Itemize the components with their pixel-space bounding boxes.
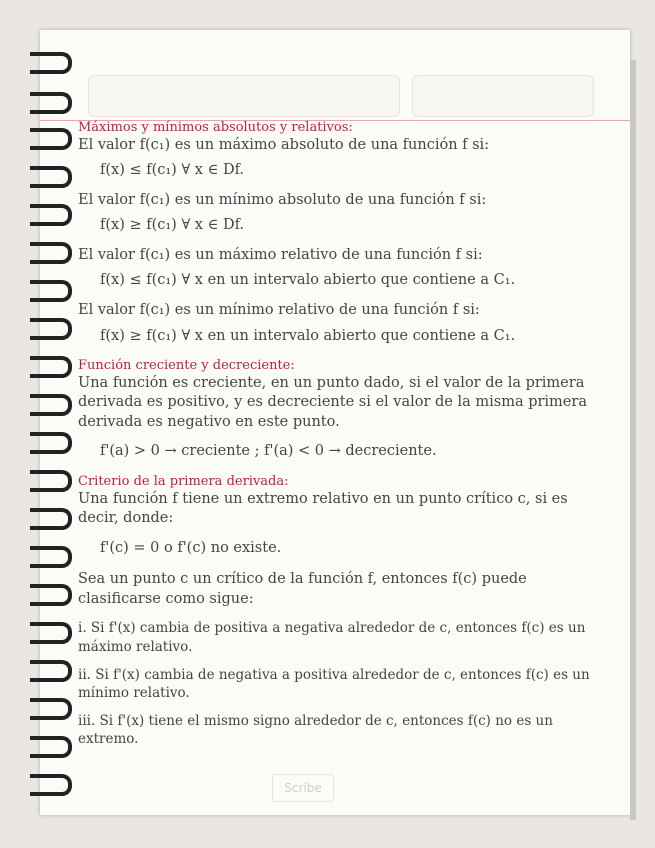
paragraph: Una función es creciente, en un punto dado, si el valor de la primera derivada es positivo, y es decreciente si el valor de la misma primera derivada es negativo en este punto.: [78, 374, 587, 430]
spiral-ring: [30, 508, 72, 530]
spiral-ring: [30, 698, 72, 720]
spiral-ring: [30, 92, 72, 114]
section-title-criterion: Criterio de la primera derivada:: [78, 473, 289, 489]
spiral-ring: [30, 584, 72, 606]
spiral-ring: [30, 166, 72, 188]
spiral-ring: [30, 432, 72, 454]
spiral-ring: [30, 736, 72, 758]
spiral-ring: [30, 128, 72, 150]
list-item: ii. Si f'(x) cambia de negativa a positiva alrededor de c, entonces f(c) es un mínimo relativo.: [78, 666, 590, 701]
spiral-ring: [30, 546, 72, 568]
header-box-left: [88, 75, 400, 117]
header-box-right: [412, 75, 594, 117]
paragraph: El valor f(c₁) es un máximo relativo de una función f si:: [78, 246, 483, 263]
notes-content: [78, 120, 598, 749]
spiral-ring: [30, 470, 72, 492]
spiral-ring: [30, 394, 72, 416]
formula: f(x) ≤ f(c₁) ∀ x ∈ Df.: [100, 162, 245, 179]
spiral-ring: [30, 204, 72, 226]
section-title-maxmin: Máximos y mínimos absolutos y relativos:: [78, 120, 353, 135]
formula: f(x) ≥ f(c₁) ∀ x en un intervalo abierto que contiene a C₁.: [100, 327, 516, 344]
spiral-ring: [30, 280, 72, 302]
spiral-ring: [30, 660, 72, 682]
formula: f'(c) = 0 o f'(c) no existe.: [100, 539, 282, 556]
watermark: Scribe: [272, 774, 334, 802]
formula: f'(a) > 0 → creciente ; f'(a) < 0 → decreciente.: [100, 443, 437, 460]
spiral-ring: [30, 242, 72, 264]
list-item: i. Si f'(x) cambia de positiva a negativa alrededor de c, entonces f(c) es un máximo relativo.: [78, 620, 586, 655]
spiral-ring: [30, 356, 72, 378]
paragraph: El valor f(c₁) es un máximo absoluto de una función f si:: [78, 136, 490, 153]
spiral-ring: [30, 774, 72, 796]
paragraph: Una función f tiene un extremo relativo en un punto crítico c, si es decir, donde:: [78, 490, 568, 527]
paragraph: Sea un punto c un crítico de la función f, entonces f(c) puede clasificarse como sigue:: [78, 571, 527, 607]
paragraph: El valor f(c₁) es un mínimo absoluto de una función f si:: [78, 191, 487, 208]
spiral-ring: [30, 52, 72, 74]
formula: f(x) ≤ f(c₁) ∀ x en un intervalo abierto que contiene a C₁.: [100, 272, 516, 289]
section-title-monotonic: Función creciente y decreciente:: [78, 358, 295, 374]
spiral-ring: [30, 622, 72, 644]
paragraph: El valor f(c₁) es un mínimo relativo de una función f si:: [78, 301, 480, 318]
formula: f(x) ≥ f(c₁) ∀ x ∈ Df.: [100, 217, 245, 234]
spiral-ring: [30, 318, 72, 340]
list-item: iii. Si f'(x) tiene el mismo signo alrededor de c, entonces f(c) no es un extremo.: [78, 713, 553, 748]
